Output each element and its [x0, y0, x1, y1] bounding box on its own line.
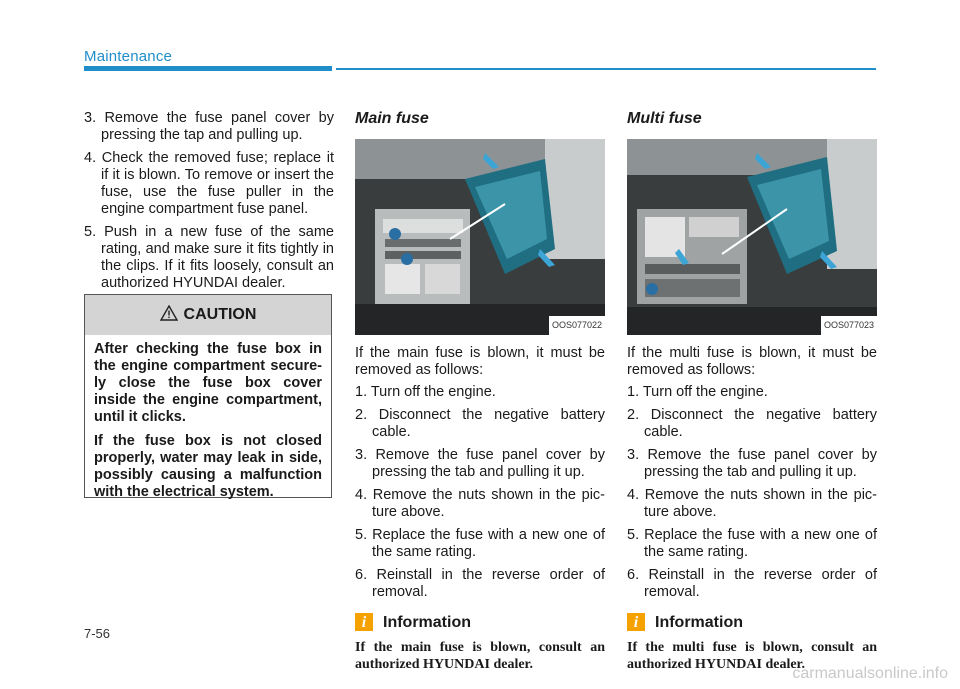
step-item: 5. Replace the fuse with a new one of the same rating. [627, 527, 877, 560]
warning-triangle-icon [160, 305, 178, 326]
information-text: If the main fuse is blown, consult an authorized HYUNDAI dealer. [355, 640, 605, 672]
info-icon: i [627, 613, 645, 631]
engine-bay-photo [627, 139, 877, 335]
caution-box [84, 294, 332, 498]
step-item: 3. Remove the fuse panel cover by pressing the tab and pulling it up. [627, 447, 877, 480]
watermark: carmanualsonline.info [792, 665, 948, 682]
page-number: 7-56 [84, 626, 111, 641]
intro-text: If the multi fuse is blown, it must be removed as follows: [627, 345, 877, 378]
step-item: 6. Reinstall in the reverse order of removal. [627, 567, 877, 600]
multi-fuse-title: Multi fuse [627, 110, 702, 127]
caution-header [85, 295, 331, 335]
step-item: 4. Check the removed fuse; replace it if it is blown. To remove or insert the fuse, use the fuse puller in the engine compartment fuse panel. [84, 150, 334, 217]
main-fuse-title: Main fuse [355, 110, 429, 127]
image-code: OOS077022 [549, 316, 605, 335]
information-text: If the multi fuse is blown, consult an authorized HYUNDAI dealer. [627, 640, 877, 672]
intro-text: If the main fuse is blown, it must be removed as follows: [355, 345, 605, 378]
image-code: OOS077023 [821, 316, 877, 335]
step-item: 2. Disconnect the negative battery cable. [355, 407, 605, 440]
information-header [627, 613, 877, 631]
step-item: 4. Remove the nuts shown in the pic-ture above. [627, 487, 877, 520]
step-item: 5. Replace the fuse with a new one of the same rating. [355, 527, 605, 560]
step-item: 4. Remove the nuts shown in the pic-ture above. [355, 487, 605, 520]
step-item: 2. Disconnect the negative battery cable. [627, 407, 877, 440]
header-accent-bar [84, 66, 332, 71]
step-item: 3. Remove the fuse panel cover by pressing the tab and pulling it up. [355, 447, 605, 480]
left-column [84, 110, 334, 298]
header-rule [336, 68, 876, 70]
section-title: Maintenance [84, 48, 173, 65]
main-fuse-photo [355, 139, 605, 335]
main-fuse-column [355, 110, 605, 673]
multi-fuse-column [627, 110, 877, 673]
info-icon: i [355, 613, 373, 631]
information-title: Information [655, 613, 743, 631]
step-item: 3. Remove the fuse panel cover by pressing the tap and pulling up. [84, 110, 334, 143]
multi-fuse-photo [627, 139, 877, 335]
information-title: Information [383, 613, 471, 631]
caution-paragraph: After checking the fuse box in the engine compartment secure-ly close the fuse box cover inside the engine compartment, until it clicks. [94, 341, 322, 425]
information-header [355, 613, 605, 631]
caution-body [85, 335, 331, 501]
engine-bay-photo [355, 139, 605, 335]
step-item: 5. Push in a new fuse of the same rating, and make sure it fits tightly in the clips. If it fits loosely, consult an authorized HYUNDAI dealer. [84, 224, 334, 291]
step-item: 1. Turn off the engine. [355, 384, 496, 400]
step-item: 6. Reinstall in the reverse order of removal. [355, 567, 605, 600]
caution-title: CAUTION [183, 306, 257, 323]
step-item: 1. Turn off the engine. [627, 384, 768, 400]
caution-paragraph: If the fuse box is not closed properly, water may leak in side, possibly causing a malfunction with the electrical system. [94, 433, 322, 500]
